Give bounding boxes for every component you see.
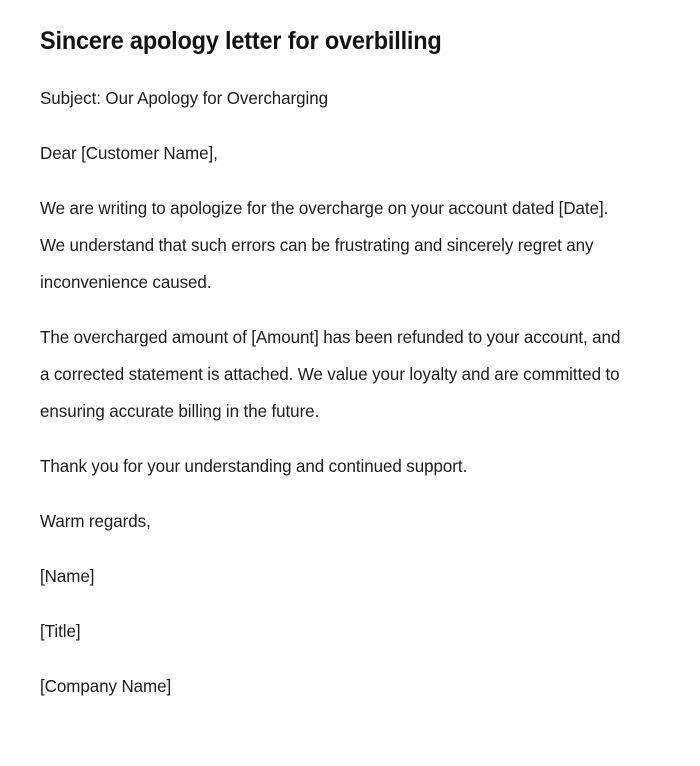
sign-off: Warm regards, xyxy=(40,511,151,531)
body-paragraph-2: The overcharged amount of [Amount] has been refunded to your account, and a corrected statement is attached. We value your loyalty and are committed to ensuring accurate billing in the future. xyxy=(40,327,621,421)
page-title: Sincere apology letter for overbilling xyxy=(40,27,442,55)
signature-title: [Title] xyxy=(40,621,81,641)
subject-line: Subject: Our Apology for Overcharging xyxy=(40,88,329,108)
salutation: Dear [Customer Name], xyxy=(40,143,218,163)
signature-name: [Name] xyxy=(40,566,95,586)
closing-thanks: Thank you for your understanding and continued support. xyxy=(40,456,468,476)
letter-body xyxy=(40,80,640,705)
body-paragraph-1: We are writing to apologize for the overcharge on your account dated [Date]. We understand that such errors can be frustrating and sincerely regret any inconvenience caused. xyxy=(40,198,609,292)
signature-company: [Company Name] xyxy=(40,676,172,696)
